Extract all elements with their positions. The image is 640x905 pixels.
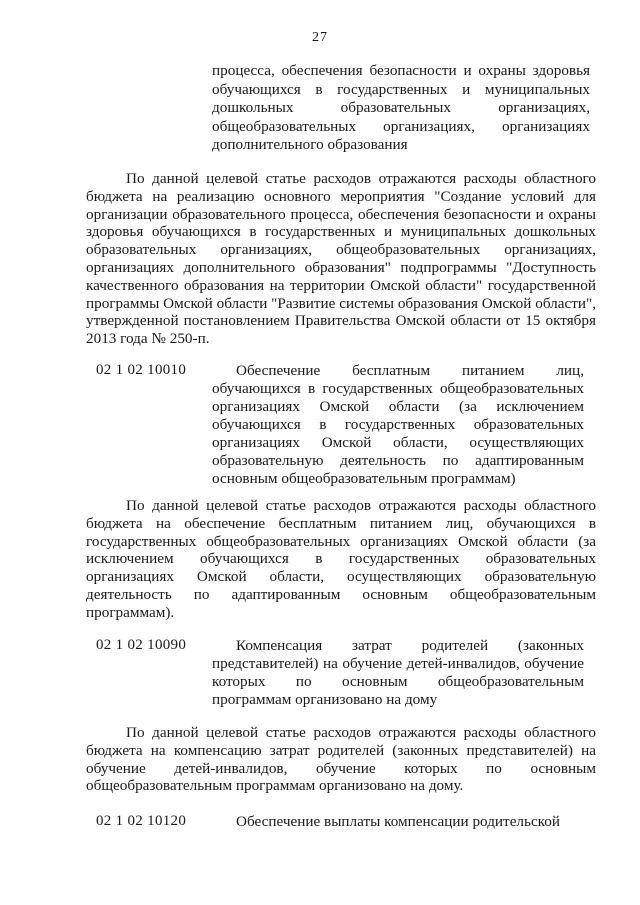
paragraph-description-2: По данной целевой статье расходов отражаются расходы областного бюджета на обеспечение бесплатным питанием лиц, обучающихся в государственных общеобразовательных организациях Омской области (за исключением обучающихся в государственных образовательных организациях Омской области, осуществляющих образовательную деятельность по адаптированным основным общеобразовательным программам).: [86, 497, 596, 621]
page-number: 27: [312, 30, 328, 45]
budget-code-3-description: Обеспечение выплаты компенсации родительской: [236, 813, 561, 830]
budget-code-3: 02 1 02 10120: [96, 813, 187, 829]
paragraph-description-1: По данной целевой статье расходов отражаются расходы областного бюджета на реализацию основного мероприятия "Создание условий для организации образовательного процесса, обеспечения безопасности и охраны здоровья обучающихся в государственных и муниципальных дошкольных образовательных организациях, общеобразовательных организациях, организациях дополнительного образования" подпрограммы "Доступность качественного образования на территории Омской области" государственной программы Омской области "Развитие системы образования Омской области", утвержденной постановлением Правительства Омской области от 15 октября 2013 года № 250-п.: [86, 170, 596, 348]
section-title-continuation: процесса, обеспечения безопасности и охраны здоровья обучающихся в государственных и муниципальных дошкольных образовательных организациях, общеобразовательных организациях, организациях дополнительного образования: [212, 62, 590, 153]
budget-code-1: 02 1 02 10010: [96, 362, 187, 378]
budget-code-1-description: Обеспечение бесплатным питанием лиц, обучающихся в государственных общеобразовательных организациях Омской области (за исключением обучающихся в государственных образовательных организациях Омской области, осуществляющих образовательную деятельность по адаптированным основным общеобразовательным программам): [212, 362, 584, 487]
budget-code-2-description: Компенсация затрат родителей (законных представителей) на обучение детей-инвалидов, обучение которых по основным общеобразовательным программам организовано на дому: [212, 637, 584, 708]
budget-code-2: 02 1 02 10090: [96, 637, 187, 653]
paragraph-description-3: По данной целевой статье расходов отражаются расходы областного бюджета на компенсацию затрат родителей (законных представителей) на обучение детей-инвалидов, обучение которых по основным общеобразовательным программам организовано на дому.: [86, 724, 596, 795]
